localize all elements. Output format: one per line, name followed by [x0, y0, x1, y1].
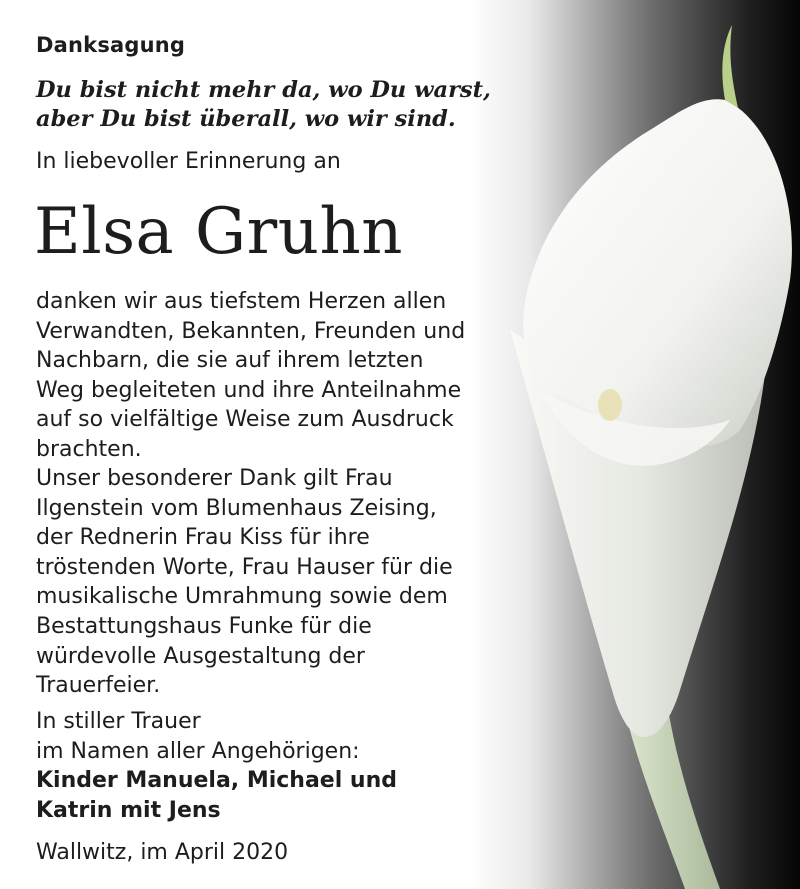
- quote-line: Du bist nicht mehr da, wo Du warst,: [36, 77, 491, 103]
- signer-line: Katrin mit Jens: [36, 797, 221, 823]
- text-line: In stiller Trauer: [36, 709, 201, 734]
- quote: [36, 76, 491, 134]
- text-line: Bestattungshaus Funke für die: [36, 613, 372, 639]
- intro-line: In liebevoller Erinnerung an: [36, 149, 341, 174]
- text-line: Trauerfeier.: [36, 673, 161, 699]
- text-line: Unser besonderer Dank gilt Frau: [36, 466, 393, 491]
- text-line: musikalische Umrahmung sowie dem: [36, 584, 448, 610]
- calla-lily-icon: [470, 0, 800, 889]
- deceased-name: Elsa Gruhn: [34, 195, 403, 269]
- calla-lily-image: [470, 0, 800, 889]
- text-line: Verwandten, Bekannten, Freunden und: [36, 318, 466, 344]
- text-line: brachten.: [36, 436, 142, 462]
- signer-line: Kinder Manuela, Michael und: [36, 768, 397, 793]
- text-line: würdevolle Ausgestaltung der: [36, 643, 365, 669]
- signers: [36, 766, 397, 825]
- text-line: Ilgenstein vom Blumenhaus Zeising,: [36, 495, 437, 521]
- text-line: der Rednerin Frau Kiss für ihre: [36, 525, 370, 551]
- text-line: danken wir aus tiefstem Herzen allen: [36, 289, 447, 314]
- text-line: tröstenden Worte, Frau Hauser für die: [36, 554, 453, 580]
- place-date: Wallwitz, im April 2020: [36, 840, 289, 865]
- text-line: Nachbarn, die sie auf ihrem letzten: [36, 348, 424, 374]
- text-line: Weg begleiteten und ihre Anteilnahme: [36, 377, 462, 403]
- thanks-paragraph: [36, 287, 465, 465]
- closing: [36, 707, 360, 766]
- text-line: im Namen aller Angehörigen:: [36, 738, 360, 764]
- text-line: auf so vielfältige Weise zum Ausdruck: [36, 407, 454, 433]
- special-thanks-paragraph: [36, 464, 453, 701]
- heading: Danksagung: [36, 33, 186, 57]
- quote-line: aber Du bist überall, wo wir sind.: [36, 106, 456, 132]
